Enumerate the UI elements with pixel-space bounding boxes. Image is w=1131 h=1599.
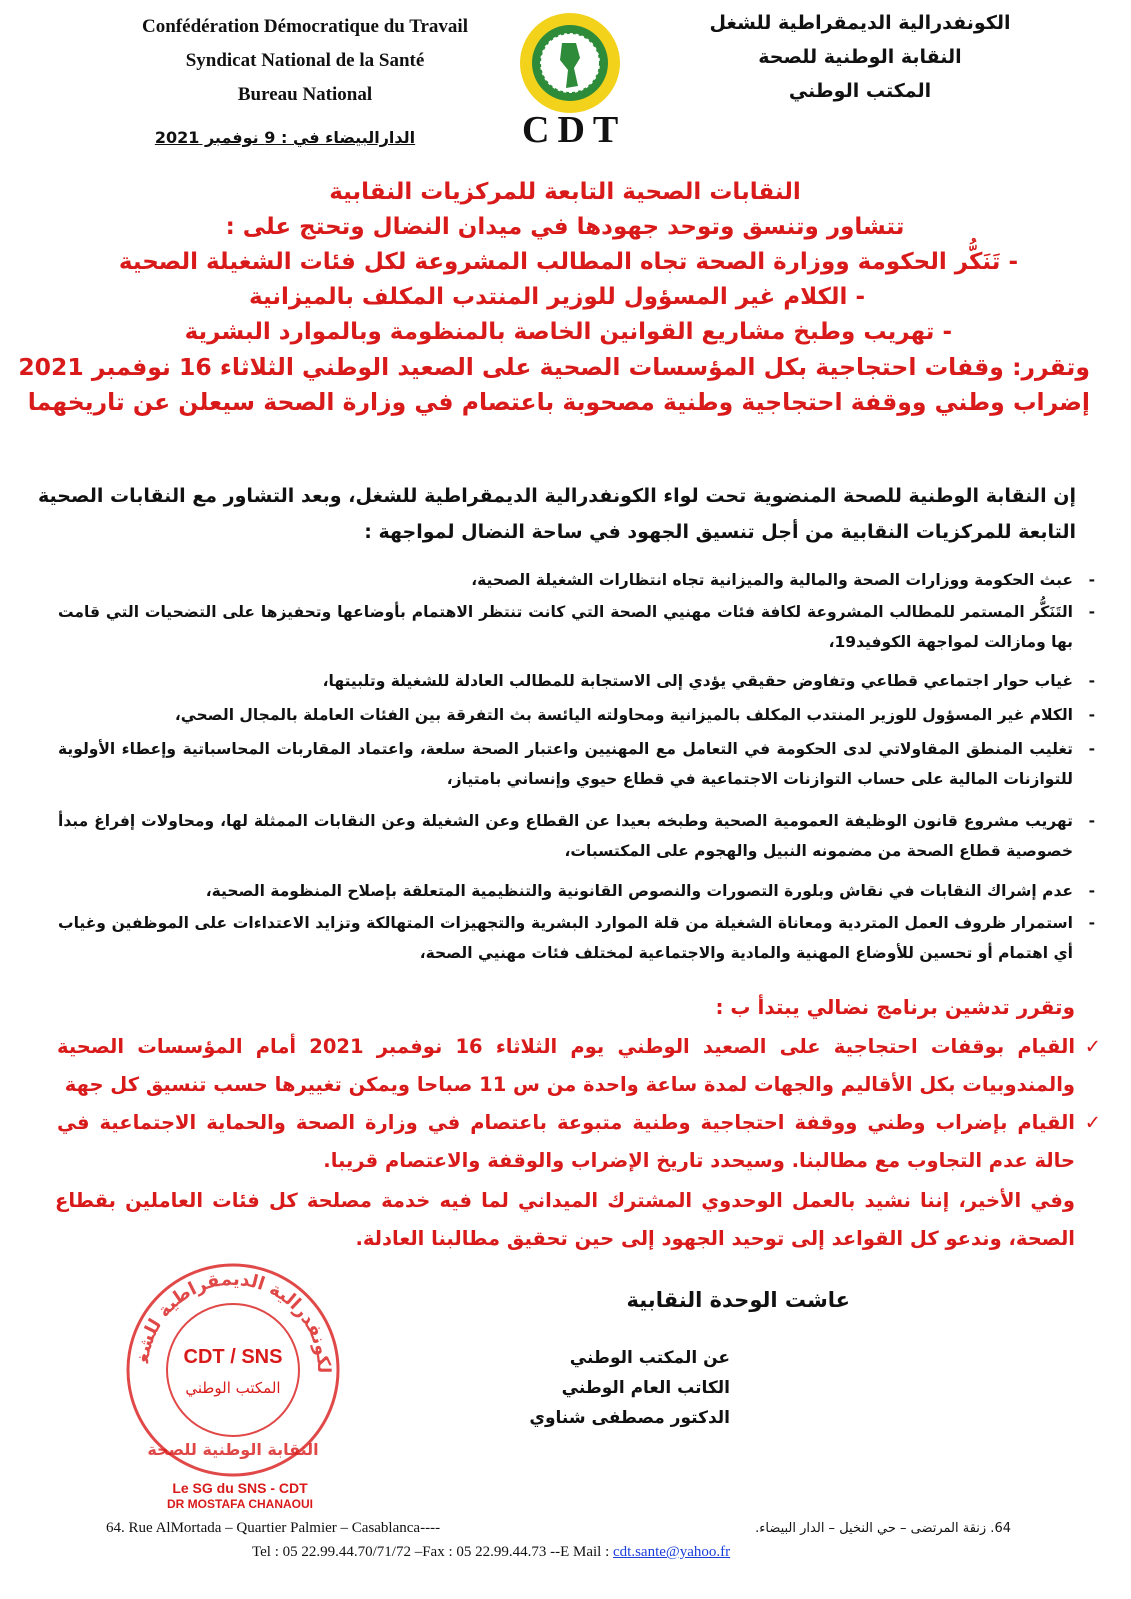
footer-contact	[252, 1544, 730, 1561]
list-item: - غياب حوار اجتماعي قطاعي وتفاوض حقيقي يؤدي إلى الاستجابة للمطالب العادلة للشغيلة وتلبيتها،	[322, 672, 1095, 690]
signature-line1: عن المكتب الوطني	[569, 1348, 730, 1368]
stamp-name: DR MOSTAFA CHANAOUI	[167, 1497, 313, 1511]
title-line5: - تهريب وطبخ مشاريع القوانين الخاصة بالمنظومة وبالموارد البشرية	[184, 319, 952, 345]
cdt-logo	[510, 8, 630, 118]
title-line6: وتقرر: وقفات احتجاجية بكل المؤسسات الصحية على الصعيد الوطني الثلاثاء 16 نوفمبر 2021	[18, 353, 1090, 381]
official-stamp	[118, 1255, 348, 1485]
footer-address-fr: 64. Rue AlMortada – Quartier Palmier – Casablanca----	[106, 1520, 441, 1536]
header-ar-line1: الكونفدرالية الديمقراطية للشغل	[709, 12, 1011, 34]
stamp-arc-text: لكونفدرالية الديمقراطية للشغ	[132, 1268, 335, 1374]
check-icon: ✓	[1084, 1111, 1101, 1134]
acronym: CDT	[522, 109, 627, 151]
header-ar-line2: النقابة الوطنية للصحة	[758, 46, 962, 68]
signature-block	[520, 1343, 730, 1433]
stamp-inner: المكتب الوطني	[185, 1379, 281, 1397]
email-link[interactable]: cdt.sante@yahoo.fr	[613, 1544, 731, 1560]
title-line7: إضراب وطني ووقفة احتجاجية وطنية مصحوبة باعتصام في وزارة الصحة سيعلن عن تاريخهما	[27, 388, 1090, 416]
closing-paragraph: وفي الأخير، إننا نشيد بالعمل الوحدوي المشترك الميداني لما فيه خدمة مصلحة كل فئات العاملين بقطاع الصحة، وندعو كل القواعد إلى توحيد الجهود إلى حين تحقيق مطالبنا العادلة.	[55, 1189, 1075, 1250]
stamp-lower: النقابة الوطنية للصحة	[147, 1440, 319, 1459]
header-fr-line3: Bureau National	[237, 84, 373, 105]
check-icon: ✓	[1084, 1035, 1101, 1058]
list-item: - عبث الحكومة ووزارات الصحة والمالية والميزانية تجاه انتظارات الشغيلة الصحية،	[471, 571, 1095, 589]
list-item: - استمرار ظروف العمل المتردية ومعاناة الشغيلة من قلة الموارد البشرية والتجهيزات المتهالكة وتزايد الاعتداءات على الموظفين وغياب أي اهتمام أو تحسين للأوضاع المهنية والمادية والاجتماعية لمختلف فئات مهنيي الصحة،	[58, 914, 1095, 962]
title-line3: - تَنَكُّر الحكومة ووزارة الصحة تجاه المطالب المشروعة لكل فئات الشغيلة الصحية	[118, 249, 1018, 275]
list-item: - تغليب المنطق المقاولاتي لدى الحكومة في التعامل مع المهنيين واعتبار الصحة سلعة، واعتماد المقاربات المحاسباتية وإعطاء الأولوية للتوازنات المالية على حساب التوازنات الاجتماعية في قطاع حيوي وإنساني بامتياز،	[58, 740, 1095, 788]
signature-line3: الدكتور مصطفى شناوي	[529, 1408, 730, 1428]
slogan: عاشت الوحدة النقابية	[626, 1288, 850, 1312]
stamp-icon	[118, 1255, 348, 1485]
footer-contact-text: Tel : 05 22.99.44.70/71/72 –Fax : 05 22.99.44.73 --E Mail :	[252, 1544, 614, 1560]
title-block	[18, 175, 1090, 420]
footer-address-ar: 64. زنقة المرتضى – حي النخيل – الدار البيضاء.	[755, 1521, 1011, 1536]
list-item: - تهريب مشروع قانون الوظيفة العمومية الصحية وطبخه بعيدا عن القطاع وعن الشغيلة وعن النقابات الممثلة لها، ومحاولات إفراغ مبدأ خصوصية قطاع الصحة من مضمونه النبيل والهجوم على المكتسبات،	[58, 812, 1095, 860]
header-fr-line1: Confédération Démocratique du Travail	[142, 16, 468, 37]
program-intro: وتقرر تدشين برنامج نضالي يبتدأ ب :	[715, 995, 1075, 1019]
header-french	[100, 10, 510, 112]
title-line1: النقابات الصحية التابعة للمركزيات النقابية	[329, 179, 801, 205]
stamp-center: CDT / SNS	[183, 1346, 283, 1368]
title-line2: تتشاور وتنسق وتوحد جهودها في ميدان النضال وتحتج على :	[225, 214, 905, 240]
title-line4: - الكلام غير المسؤول للوزير المنتدب المكلف بالميزانية	[249, 284, 865, 310]
list-item: - عدم إشراك النقابات في نقاش وبلورة التصورات والنصوص القانونية والتنظيمية المتعلقة بإصلاح المنظومة الصحية،	[205, 882, 1095, 900]
header-ar-line3: المكتب الوطني	[788, 80, 932, 102]
stamp-caption	[140, 1480, 340, 1512]
list-item: - التَنَكُّر المستمر للمطالب المشروعة لكافة فئات مهنيي الصحة التي كانت تنتظر الاهتمام بأوضاعها وتحفيزها على التضحيات التي قامت بها ومازالت لمواجهة الكوفيد19،	[58, 603, 1095, 651]
stamp-sg: Le SG du SNS - CDT	[172, 1480, 308, 1496]
intro-paragraph: إن النقابة الوطنية للصحة المنضوية تحت لواء الكونفدرالية الديمقراطية للشغل، وبعد التشاور مع النقابات الصحية التابعة للمركزيات النقابية من أجل تنسيق الجهود في ساحة النضال لمواجهة :	[38, 485, 1076, 543]
cdt-logo-icon	[510, 8, 630, 118]
issue-date: الدارالبيضاء في : 9 نوفمبر 2021	[154, 128, 416, 147]
signature-line2: الكاتب العام الوطني	[561, 1378, 730, 1398]
list-item: ✓ القيام بوقفات احتجاجية على الصعيد الوطني يوم الثلاثاء 16 نوفمبر 2021 أمام المؤسسات الصحية والمندوبيات بكل الأقاليم والجهات لمدة ساعة واحدة من س 11 صباحا ويمكن تغييرها حسب تنسيق كل جهة	[57, 1028, 1075, 1104]
header-arabic	[695, 6, 1025, 108]
list-item: - الكلام غير المسؤول للوزير المنتدب المكلف بالميزانية ومحاولته اليائسة بث التفرقة بين الفئات العاملة بالمجال الصحي،	[174, 706, 1095, 724]
list-item: ✓ القيام بإضراب وطني ووقفة احتجاجية وطنية متبوعة باعتصام في وزارة الصحة والحماية الاجتماعية في حالة عدم التجاوب مع مطالبنا. وسيحدد تاريخ الإضراب والوقفة والاعتصام قريبا.	[57, 1104, 1075, 1180]
header-fr-line2: Syndicat National de la Santé	[185, 50, 425, 71]
